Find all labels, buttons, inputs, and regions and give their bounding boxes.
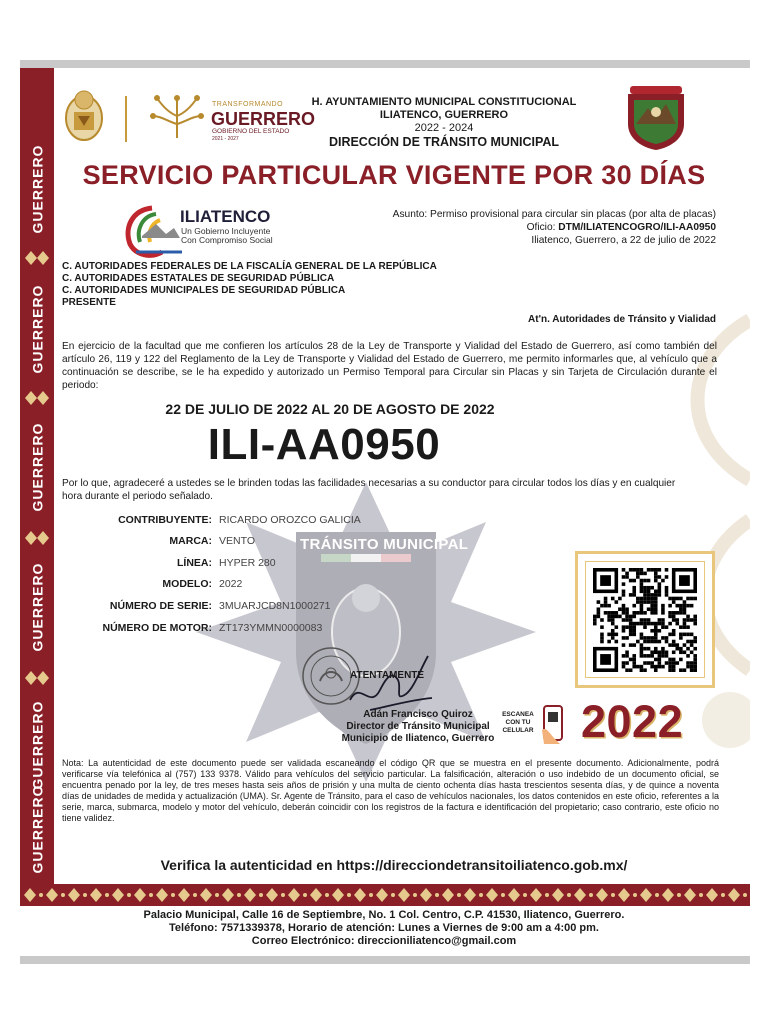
oficio-line: [393, 221, 716, 234]
ornament-icon: [23, 528, 51, 548]
document-title: SERVICIO PARTICULAR VIGENTE POR 30 DÍAS: [82, 160, 706, 190]
fecha-line: Iliatenco, Guerrero, a 22 de julio de 2022: [531, 235, 716, 246]
destinatarios: [62, 261, 437, 309]
scan-line: CON TU: [505, 719, 531, 726]
phone-scan-icon: [540, 704, 566, 744]
gobierno-years: 2021 - 2027: [212, 136, 239, 142]
header-line-1: H. AYUNTAMIENTO MUNICIPAL CONSTITUCIONAL: [311, 96, 577, 108]
validity-period: 22 DE JULIO DE 2022 AL 20 DE AGOSTO DE 2022: [165, 401, 495, 417]
oficio-label: Oficio:: [526, 222, 559, 233]
ornamental-pattern-icon: [20, 884, 750, 906]
destinatario: C. AUTORIDADES MUNICIPALES DE SEGURIDAD PÚBLICA: [62, 285, 346, 296]
destinatario: C. AUTORIDADES FEDERALES DE LA FISCALÍA GENERAL DE LA REPÚBLICA: [62, 261, 437, 272]
field-value: RICARDO OROZCO GALICIA: [219, 514, 361, 526]
bottom-border: [20, 956, 750, 964]
sidebar-word: GUERRERO: [29, 562, 45, 652]
field-label: MODELO:: [162, 578, 212, 590]
signatory: [330, 709, 506, 745]
header-line-2: ILIATENCO, GUERRERO: [379, 109, 509, 121]
body-paragraph-1: En ejercicio de la facultad que me confieren los artículos 28 de la Ley de Transporte y Vialidad del Estado de Guerrero, así como también del artículo 26, 119 y 122 del Reglamento de la Ley de Transporte y Vialidad del Estado de Guerrero, me permito informarles que, al vehículo que a continuación se describe, se le ha expedido y autorizado un Permiso Temporal para Circular sin Placas y sin Tarjeta de Circulación durante el periodo:: [62, 341, 717, 391]
field-label: MARCA:: [169, 535, 212, 547]
sidebar-word: GUERRERO: [29, 700, 45, 790]
field-label: LÍNEA:: [177, 557, 212, 569]
municipal-shield-icon: [624, 84, 688, 152]
signatory-name: Adán Francisco Quiroz: [363, 709, 473, 720]
header-line-3: 2022 - 2024: [414, 122, 474, 134]
municipio-tagline-2: Con Compromiso Social: [181, 235, 273, 245]
gobierno-slogan: TRANSFORMANDO: [212, 101, 284, 108]
qr-code[interactable]: [575, 551, 715, 688]
signatory-title: Director de Tránsito Municipal: [346, 721, 490, 732]
field-value: ZT173YMMN0000083: [219, 622, 323, 634]
asunto-block: [393, 208, 716, 247]
sidebar-word: GUERRERO: [29, 144, 45, 234]
sidebar-word: GUERRERO: [29, 422, 45, 512]
state-coat-of-arms-icon: [62, 86, 106, 144]
scan-instructions: [500, 711, 536, 735]
gobierno-name: GUERRERO: [211, 109, 316, 129]
field-value: HYPER 280: [219, 557, 276, 569]
field-label: NÚMERO DE MOTOR:: [102, 622, 212, 634]
ornament-icon: [23, 248, 51, 268]
field-row: [62, 535, 462, 553]
scan-line: ESCANEA: [502, 711, 534, 718]
verify-url[interactable]: Verifica la autenticidad en https://direcciondetransitoiliatenco.gob.mx/: [160, 857, 628, 873]
destinatario: C. AUTORIDADES ESTATALES DE SEGURIDAD PÚBLICA: [62, 273, 335, 284]
footer-address: Palacio Municipal, Calle 16 de Septiembre, No. 1 Col. Centro, C.P. 41530, Iliatenco, Guerrero.: [143, 909, 625, 921]
field-row: [62, 578, 462, 596]
ornamental-band: [20, 884, 750, 906]
plate-number: ILI-AA0950: [207, 420, 441, 469]
field-row: [62, 622, 462, 640]
field-label: CONTRIBUYENTE:: [118, 514, 212, 526]
header-institution: [296, 96, 592, 149]
body-paragraph-2: Por lo que, agradeceré a ustedes se le brinden todas las facilidades necesarias a su conductor para circular todos los días y en cualquier hora durante el periodo señalado.: [62, 478, 676, 502]
header-divider: [125, 96, 127, 142]
footer-contact: [60, 909, 708, 948]
destinatario: PRESENTE: [62, 297, 116, 308]
gobierno-subtitle: GOBIERNO DEL ESTADO: [212, 128, 290, 135]
ornament-icon: [23, 388, 51, 408]
watermark-text: TRÁNSITO MUNICIPAL: [300, 536, 469, 553]
field-value: 3MUARJCD8N1000271: [219, 600, 331, 612]
municipio-tagline-1: Un Gobierno Incluyente: [181, 226, 271, 236]
attention-line: At'n. Autoridades de Tránsito y Vialidad: [528, 314, 716, 325]
scan-line: CELULAR: [502, 727, 534, 734]
field-row: [62, 600, 462, 618]
footer-phone: Teléfono: 7571339378, Horario de atención: Lunes a Viernes de 9:00 am a 4:00 pm.: [169, 922, 599, 934]
legal-note: Nota: La autenticidad de este documento puede ser validada escaneando el código QR que se muestra en el presente documento. Adicionalmente, podrá verificarse vía telefónica al (757) 133 9378. Válido para vehículos del servicio particular. La falsificación, alteración o uso indebido de un documento oficial, se encuentra penado por la ley, de tres meses hasta seis años de prisión y una multa de ciento ochenta días hasta trescientos sesenta días, y de quince a noventa días de unidades de medida y actualización (UMA). Sr. Agente de Tránsito, para el caso de vehículos nacionales, los datos contenidos en este oficio, referentes a la serie, marca, submarca, modelo y motor del vehículo, deberán coincidir con los registros de la factura e identificación del propietario; caso contrario, este oficio no tiene validez.: [62, 758, 719, 823]
oficio-number: DTM/ILIATENCOGRO/ILI-AA0950: [558, 222, 716, 233]
asunto-line: Asunto: Permiso provisional para circular sin placas (por alta de placas): [392, 209, 716, 220]
sidebar-word: GUERRERO: [29, 284, 45, 374]
qr-code-icon: [593, 568, 697, 672]
field-row: [62, 514, 462, 532]
signatory-municipality: Municipio de Iliatenco, Guerrero: [341, 733, 495, 744]
field-label: NÚMERO DE SERIE:: [109, 600, 212, 612]
sidebar-guerrero: [20, 68, 54, 884]
ornament-icon: [23, 668, 51, 688]
qr-inner-frame: [585, 561, 705, 678]
top-border: [20, 60, 750, 68]
field-value: VENTO: [219, 535, 255, 547]
header-line-4: DIRECCIÓN DE TRÁNSITO MUNICIPAL: [328, 135, 560, 149]
year-badge: 2022: [581, 696, 684, 747]
field-row: [62, 557, 462, 575]
field-value: 2022: [219, 578, 243, 590]
municipio-name: ILIATENCO: [180, 207, 271, 226]
footer-email: Correo Electrónico: direccioniliatenco@gmail.com: [251, 935, 517, 947]
sidebar-word: GUERRERO: [29, 784, 45, 874]
atentamente-label: ATENTAMENTE: [350, 670, 425, 681]
